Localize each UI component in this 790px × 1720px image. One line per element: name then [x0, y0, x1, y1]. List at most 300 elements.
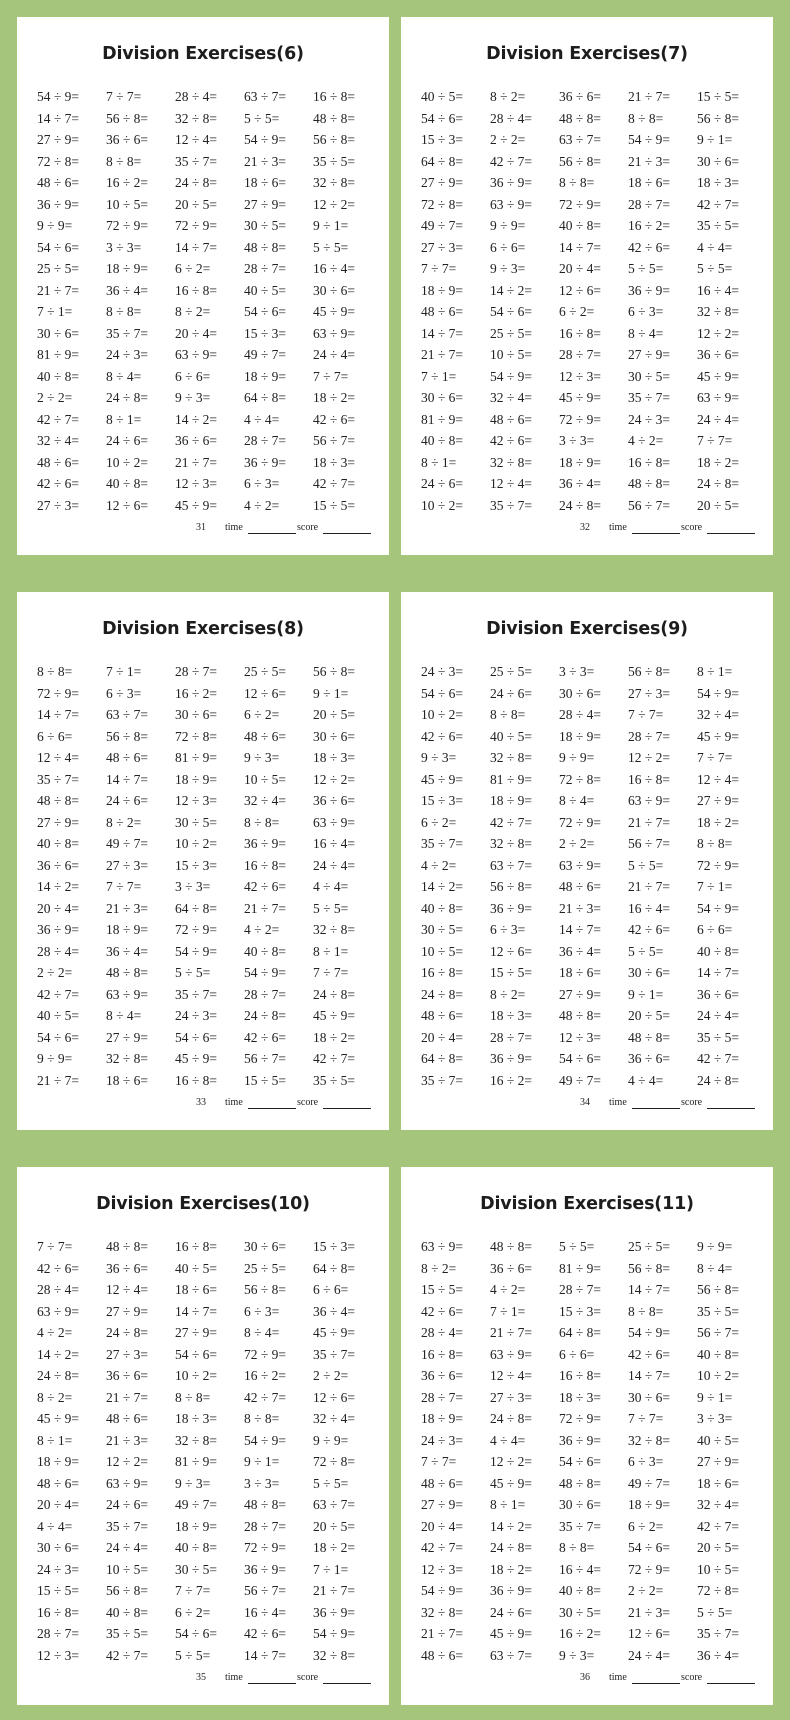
exercise-problem: 18 ÷ 6= [106, 1072, 149, 1088]
exercise-problem: 35 ÷ 7= [421, 836, 464, 851]
exercise-problem: 7 ÷ 7= [421, 1454, 457, 1469]
exercise-problem: 14 ÷ 7= [421, 325, 464, 341]
exercise-problem: 63 ÷ 7= [244, 89, 287, 104]
exercise-problem: 4 ÷ 4= [490, 1432, 526, 1448]
exercise-problem: 40 ÷ 8= [421, 900, 464, 916]
exercise-problem: 36 ÷ 9= [490, 175, 533, 190]
exercise-problem: 8 ÷ 4= [697, 1260, 733, 1276]
exercise-problem: 18 ÷ 3= [313, 750, 356, 765]
exercise-problem: 20 ÷ 4= [175, 325, 218, 341]
exercise-problem: 10 ÷ 5= [244, 771, 287, 787]
exercise-problem: 30 ÷ 6= [37, 325, 80, 341]
exercise-problem: 8 ÷ 8= [37, 664, 73, 679]
exercise-problem: 72 ÷ 9= [244, 1540, 287, 1555]
exercise-problem: 28 ÷ 4= [421, 1325, 464, 1340]
exercise-problem: 32 ÷ 8= [313, 922, 356, 937]
exercise-problem: 54 ÷ 6= [559, 1051, 602, 1066]
exercise-problem: 42 ÷ 6= [244, 1029, 287, 1045]
exercise-problem: 5 ÷ 5= [559, 1239, 595, 1254]
exercise-problem: 54 ÷ 9= [628, 132, 671, 147]
exercise-problem: 54 ÷ 9= [244, 132, 287, 147]
exercise-problem: 21 ÷ 7= [313, 1583, 356, 1598]
exercise-problem: 63 ÷ 9= [37, 1303, 80, 1319]
exercise-problem: 27 ÷ 9= [697, 793, 740, 808]
exercise-problem: 56 ÷ 8= [244, 1282, 287, 1297]
exercise-problem: 8 ÷ 4= [106, 1008, 142, 1023]
exercise-problem: 16 ÷ 8= [313, 89, 356, 104]
exercise-problem: 12 ÷ 3= [559, 1029, 602, 1045]
exercise-problem: 36 ÷ 6= [313, 793, 356, 808]
exercise-problem: 18 ÷ 3= [313, 454, 356, 470]
exercise-problem: 14 ÷ 7= [37, 707, 80, 722]
page-number: 33 [196, 1097, 206, 1108]
exercise-problem: 14 ÷ 2= [37, 879, 80, 894]
exercise-problem: 24 ÷ 6= [421, 476, 464, 491]
exercise-problem: 3 ÷ 3= [697, 1411, 733, 1426]
exercise-problem: 2 ÷ 2= [37, 965, 73, 980]
exercise-problem: 81 ÷ 9= [559, 1260, 602, 1276]
exercise-problem: 36 ÷ 9= [313, 1604, 356, 1620]
exercise-problem: 48 ÷ 6= [421, 1647, 464, 1663]
exercise-problem: 9 ÷ 1= [697, 132, 733, 147]
exercise-problem: 7 ÷ 7= [628, 1411, 664, 1426]
exercise-problem: 42 ÷ 6= [244, 1626, 287, 1641]
exercise-problem: 14 ÷ 2= [37, 1346, 80, 1362]
exercise-problem: 30 ÷ 5= [628, 368, 671, 384]
exercise-problem: 48 ÷ 6= [37, 175, 80, 190]
score-blank[interactable] [323, 1097, 371, 1109]
exercise-problem: 12 ÷ 6= [628, 1626, 671, 1641]
exercise-problem: 81 ÷ 9= [175, 750, 218, 765]
exercise-problem: 18 ÷ 2= [313, 390, 356, 405]
exercise-problem: 48 ÷ 8= [559, 1008, 602, 1023]
exercise-problem: 54 ÷ 6= [421, 685, 464, 701]
exercise-problem: 40 ÷ 5= [421, 89, 464, 104]
exercise-problem: 64 ÷ 8= [421, 153, 464, 169]
exercise-problem: 21 ÷ 7= [106, 1389, 149, 1405]
exercise-problem: 81 ÷ 9= [490, 771, 533, 787]
exercise-problem: 27 ÷ 9= [106, 1303, 149, 1319]
exercise-problem: 42 ÷ 6= [421, 1303, 464, 1319]
exercise-problem: 14 ÷ 2= [421, 879, 464, 894]
exercise-problem: 56 ÷ 7= [313, 433, 356, 448]
exercise-grid [37, 1236, 382, 1666]
exercise-problem: 6 ÷ 2= [559, 304, 595, 319]
exercise-problem: 14 ÷ 7= [559, 239, 602, 255]
exercise-problem: 14 ÷ 7= [628, 1282, 671, 1297]
exercise-problem: 40 ÷ 5= [37, 1008, 80, 1023]
exercise-problem: 56 ÷ 8= [559, 153, 602, 169]
exercise-problem: 18 ÷ 2= [313, 1540, 356, 1555]
exercise-problem: 32 ÷ 8= [313, 175, 356, 190]
exercise-problem: 63 ÷ 7= [490, 857, 533, 873]
exercise-problem: 4 ÷ 4= [697, 239, 733, 255]
exercise-problem: 24 ÷ 8= [697, 476, 740, 491]
exercise-problem: 35 ÷ 7= [175, 986, 218, 1002]
exercise-problem: 8 ÷ 2= [490, 89, 526, 104]
exercise-problem: 18 ÷ 9= [175, 1518, 218, 1534]
exercise-problem: 63 ÷ 7= [559, 132, 602, 147]
exercise-problem: 15 ÷ 3= [559, 1303, 602, 1319]
exercise-problem: 56 ÷ 8= [106, 728, 149, 744]
exercise-problem: 56 ÷ 7= [628, 497, 671, 513]
exercise-problem: 4 ÷ 2= [421, 857, 457, 873]
exercise-problem: 54 ÷ 6= [490, 304, 533, 319]
exercise-problem: 18 ÷ 9= [490, 793, 533, 808]
exercise-problem: 45 ÷ 9= [175, 497, 218, 513]
exercise-problem: 18 ÷ 6= [559, 965, 602, 980]
exercise-problem: 24 ÷ 3= [175, 1008, 218, 1023]
exercise-problem: 16 ÷ 4= [697, 282, 740, 298]
exercise-problem: 4 ÷ 2= [244, 922, 280, 937]
exercise-problem: 36 ÷ 4= [559, 476, 602, 491]
exercise-problem: 30 ÷ 6= [421, 390, 464, 405]
worksheet-page [17, 17, 389, 555]
exercise-problem: 12 ÷ 4= [37, 750, 80, 765]
exercise-problem: 24 ÷ 4= [313, 857, 356, 873]
exercise-problem: 2 ÷ 2= [37, 390, 73, 405]
exercise-problem: 32 ÷ 4= [697, 1497, 740, 1512]
exercise-problem: 6 ÷ 2= [244, 707, 280, 722]
exercise-problem: 6 ÷ 3= [490, 922, 526, 937]
exercise-problem: 12 ÷ 2= [697, 325, 740, 341]
exercise-problem: 28 ÷ 4= [37, 943, 80, 959]
exercise-problem: 5 ÷ 5= [628, 857, 664, 873]
page-number: 34 [580, 1097, 590, 1108]
time-blank[interactable] [248, 522, 296, 534]
exercise-problem: 8 ÷ 8= [628, 1303, 664, 1319]
exercise-problem: 15 ÷ 5= [421, 1282, 464, 1297]
exercise-problem: 21 ÷ 7= [628, 89, 671, 104]
exercise-problem: 14 ÷ 2= [490, 282, 533, 298]
exercise-problem: 28 ÷ 4= [37, 1282, 80, 1297]
exercise-problem: 63 ÷ 9= [490, 1346, 533, 1362]
exercise-problem: 35 ÷ 5= [106, 1626, 149, 1641]
exercise-problem: 36 ÷ 9= [37, 922, 80, 937]
exercise-problem: 36 ÷ 6= [175, 433, 218, 448]
exercise-problem: 72 ÷ 8= [559, 771, 602, 787]
exercise-problem: 36 ÷ 4= [559, 943, 602, 959]
exercise-problem: 72 ÷ 9= [559, 411, 602, 427]
exercise-problem: 9 ÷ 3= [490, 261, 526, 276]
exercise-problem: 54 ÷ 6= [175, 1626, 218, 1641]
exercise-problem: 24 ÷ 8= [313, 986, 356, 1002]
exercise-problem: 28 ÷ 7= [244, 1518, 287, 1534]
exercise-problem: 30 ÷ 5= [559, 1604, 602, 1620]
exercise-problem: 8 ÷ 2= [421, 1260, 457, 1276]
exercise-problem: 48 ÷ 6= [244, 728, 287, 744]
exercise-problem: 10 ÷ 5= [106, 1561, 149, 1577]
exercise-problem: 42 ÷ 6= [37, 1260, 80, 1276]
exercise-problem: 54 ÷ 9= [490, 368, 533, 384]
exercise-problem: 20 ÷ 4= [421, 1029, 464, 1045]
exercise-problem: 36 ÷ 9= [37, 196, 80, 212]
exercise-problem: 9 ÷ 9= [697, 1239, 733, 1254]
exercise-problem: 9 ÷ 3= [175, 1475, 211, 1491]
exercise-problem: 45 ÷ 9= [490, 1626, 533, 1641]
exercise-problem: 24 ÷ 6= [490, 685, 533, 701]
exercise-problem: 8 ÷ 2= [37, 1389, 73, 1405]
exercise-problem: 12 ÷ 6= [313, 1389, 356, 1405]
exercise-problem: 56 ÷ 8= [313, 132, 356, 147]
exercise-problem: 54 ÷ 6= [421, 110, 464, 126]
exercise-problem: 18 ÷ 9= [37, 1454, 80, 1469]
exercise-problem: 72 ÷ 8= [313, 1454, 356, 1469]
exercise-problem: 16 ÷ 8= [421, 965, 464, 980]
exercise-problem: 28 ÷ 7= [37, 1626, 80, 1641]
exercise-problem: 8 ÷ 1= [697, 664, 733, 679]
exercise-problem: 42 ÷ 7= [244, 1389, 287, 1405]
exercise-problem: 27 ÷ 3= [490, 1389, 533, 1405]
exercise-problem: 16 ÷ 8= [559, 325, 602, 341]
exercise-problem: 27 ÷ 3= [106, 1346, 149, 1362]
exercise-problem: 24 ÷ 8= [244, 1008, 287, 1023]
exercise-problem: 16 ÷ 8= [175, 1072, 218, 1088]
exercise-problem: 6 ÷ 2= [175, 1604, 211, 1620]
exercise-problem: 35 ÷ 5= [697, 1303, 740, 1319]
exercise-problem: 54 ÷ 9= [244, 1432, 287, 1448]
exercise-problem: 48 ÷ 8= [559, 1475, 602, 1491]
exercise-problem: 9 ÷ 1= [313, 685, 349, 701]
exercise-problem: 28 ÷ 4= [490, 110, 533, 126]
exercise-problem: 49 ÷ 7= [559, 1072, 602, 1088]
exercise-problem: 9 ÷ 1= [313, 218, 349, 233]
exercise-problem: 24 ÷ 8= [697, 1072, 740, 1088]
score-blank[interactable] [707, 1672, 755, 1684]
exercise-problem: 5 ÷ 5= [697, 1604, 733, 1620]
exercise-problem: 9 ÷ 9= [313, 1432, 349, 1448]
exercise-problem: 9 ÷ 9= [37, 1051, 73, 1066]
exercise-problem: 72 ÷ 9= [244, 1346, 287, 1362]
exercise-problem: 40 ÷ 8= [559, 1583, 602, 1598]
exercise-problem: 28 ÷ 7= [559, 1282, 602, 1297]
exercise-problem: 12 ÷ 4= [175, 132, 218, 147]
exercise-problem: 15 ÷ 5= [244, 1072, 287, 1088]
worksheet-page [17, 592, 389, 1130]
exercise-problem: 10 ÷ 5= [106, 196, 149, 212]
score-blank[interactable] [323, 522, 371, 534]
exercise-problem: 35 ÷ 5= [697, 218, 740, 233]
exercise-problem: 40 ÷ 5= [175, 1260, 218, 1276]
exercise-problem: 6 ÷ 3= [628, 1454, 664, 1469]
exercise-problem: 10 ÷ 2= [421, 707, 464, 722]
exercise-problem: 72 ÷ 9= [106, 218, 149, 233]
exercise-problem: 48 ÷ 8= [106, 965, 149, 980]
exercise-problem: 20 ÷ 4= [37, 900, 80, 916]
exercise-problem: 42 ÷ 6= [490, 433, 533, 448]
exercise-problem: 18 ÷ 2= [313, 1029, 356, 1045]
page-title: Division Exercises(6) [102, 44, 304, 64]
exercise-problem: 36 ÷ 6= [697, 347, 740, 362]
exercise-problem: 30 ÷ 6= [559, 685, 602, 701]
score-blank[interactable] [707, 1097, 755, 1109]
exercise-problem: 32 ÷ 4= [697, 707, 740, 722]
exercise-problem: 12 ÷ 3= [175, 476, 218, 491]
exercise-problem: 54 ÷ 9= [697, 685, 740, 701]
exercise-problem: 12 ÷ 2= [313, 196, 356, 212]
exercise-problem: 12 ÷ 3= [559, 368, 602, 384]
exercise-problem: 12 ÷ 6= [244, 685, 287, 701]
exercise-problem: 10 ÷ 2= [175, 836, 218, 851]
worksheet-page [401, 1167, 773, 1705]
time-blank[interactable] [632, 1672, 680, 1684]
exercise-problem: 21 ÷ 7= [628, 879, 671, 894]
time-blank[interactable] [248, 1672, 296, 1684]
score-label: score [681, 522, 703, 533]
exercise-problem: 54 ÷ 6= [628, 1540, 671, 1555]
exercise-problem: 4 ÷ 4= [244, 411, 280, 427]
score-blank[interactable] [707, 522, 755, 534]
exercise-problem: 30 ÷ 5= [421, 922, 464, 937]
time-blank[interactable] [248, 1097, 296, 1109]
exercise-problem: 40 ÷ 8= [697, 943, 740, 959]
exercise-problem: 8 ÷ 4= [244, 1325, 280, 1340]
exercise-grid [421, 1236, 766, 1666]
exercise-problem: 48 ÷ 6= [106, 750, 149, 765]
exercise-problem: 2 ÷ 2= [490, 132, 526, 147]
exercise-problem: 42 ÷ 7= [697, 1518, 740, 1534]
exercise-problem: 48 ÷ 6= [421, 1475, 464, 1491]
exercise-problem: 45 ÷ 9= [559, 390, 602, 405]
exercise-problem: 72 ÷ 9= [559, 1411, 602, 1426]
exercise-problem: 8 ÷ 8= [697, 836, 733, 851]
worksheet-page [401, 592, 773, 1130]
exercise-problem: 48 ÷ 8= [628, 476, 671, 491]
exercise-problem: 12 ÷ 6= [490, 943, 533, 959]
exercise-problem: 32 ÷ 8= [697, 304, 740, 319]
exercise-problem: 16 ÷ 8= [421, 1346, 464, 1362]
exercise-problem: 14 ÷ 2= [175, 411, 218, 427]
exercise-problem: 7 ÷ 1= [421, 368, 457, 384]
exercise-problem: 20 ÷ 5= [175, 196, 218, 212]
exercise-problem: 72 ÷ 9= [175, 922, 218, 937]
exercise-problem: 56 ÷ 8= [628, 1260, 671, 1276]
exercise-problem: 10 ÷ 5= [490, 347, 533, 362]
exercise-problem: 15 ÷ 5= [490, 965, 533, 980]
exercise-problem: 9 ÷ 9= [490, 218, 526, 233]
exercise-problem: 72 ÷ 9= [37, 685, 80, 701]
exercise-problem: 14 ÷ 7= [244, 1647, 287, 1663]
exercise-problem: 24 ÷ 3= [106, 347, 149, 362]
exercise-problem: 20 ÷ 4= [37, 1497, 80, 1512]
exercise-problem: 14 ÷ 7= [175, 1303, 218, 1319]
exercise-problem: 20 ÷ 5= [313, 707, 356, 722]
exercise-problem: 24 ÷ 8= [175, 175, 218, 190]
exercise-problem: 18 ÷ 6= [175, 1282, 218, 1297]
exercise-problem: 24 ÷ 3= [37, 1561, 80, 1577]
exercise-problem: 56 ÷ 8= [313, 664, 356, 679]
time-blank[interactable] [632, 1097, 680, 1109]
exercise-problem: 45 ÷ 9= [313, 304, 356, 319]
exercise-problem: 8 ÷ 8= [175, 1389, 211, 1405]
exercise-problem: 49 ÷ 7= [175, 1497, 218, 1512]
exercise-problem: 8 ÷ 4= [628, 325, 664, 341]
exercise-problem: 42 ÷ 6= [628, 239, 671, 255]
exercise-problem: 35 ÷ 7= [421, 1072, 464, 1088]
exercise-problem: 35 ÷ 5= [313, 153, 356, 169]
exercise-problem: 40 ÷ 8= [697, 1346, 740, 1362]
exercise-problem: 42 ÷ 6= [628, 1346, 671, 1362]
exercise-problem: 42 ÷ 7= [313, 476, 356, 491]
exercise-problem: 48 ÷ 6= [559, 879, 602, 894]
exercise-problem: 24 ÷ 4= [106, 1540, 149, 1555]
exercise-problem: 35 ÷ 5= [313, 1072, 356, 1088]
exercise-problem: 12 ÷ 4= [106, 1282, 149, 1297]
exercise-problem: 7 ÷ 7= [313, 368, 349, 384]
score-blank[interactable] [323, 1672, 371, 1684]
exercise-problem: 18 ÷ 3= [559, 1389, 602, 1405]
exercise-problem: 2 ÷ 2= [313, 1368, 349, 1383]
exercise-problem: 28 ÷ 7= [559, 347, 602, 362]
exercise-problem: 28 ÷ 7= [490, 1029, 533, 1045]
exercise-problem: 45 ÷ 9= [697, 368, 740, 384]
exercise-problem: 4 ÷ 2= [37, 1325, 73, 1340]
exercise-problem: 32 ÷ 8= [490, 836, 533, 851]
exercise-problem: 7 ÷ 7= [628, 707, 664, 722]
exercise-problem: 15 ÷ 5= [697, 89, 740, 104]
exercise-problem: 12 ÷ 3= [175, 793, 218, 808]
exercise-problem: 6 ÷ 6= [37, 728, 73, 744]
exercise-problem: 16 ÷ 4= [313, 836, 356, 851]
exercise-problem: 3 ÷ 3= [175, 879, 211, 894]
page-title: Division Exercises(11) [480, 1194, 694, 1214]
exercise-problem: 36 ÷ 9= [559, 1432, 602, 1448]
time-blank[interactable] [632, 522, 680, 534]
exercise-problem: 5 ÷ 5= [244, 110, 280, 126]
exercise-problem: 45 ÷ 9= [490, 1475, 533, 1491]
exercise-problem: 27 ÷ 9= [244, 196, 287, 212]
exercise-problem: 5 ÷ 5= [313, 239, 349, 255]
exercise-problem: 42 ÷ 7= [697, 196, 740, 212]
exercise-problem: 12 ÷ 4= [490, 476, 533, 491]
exercise-problem: 12 ÷ 2= [490, 1454, 533, 1469]
exercise-problem: 7 ÷ 7= [37, 1239, 73, 1254]
exercise-problem: 27 ÷ 3= [628, 685, 671, 701]
exercise-problem: 8 ÷ 8= [628, 110, 664, 126]
exercise-problem: 64 ÷ 8= [175, 900, 218, 916]
exercise-problem: 32 ÷ 8= [313, 1647, 356, 1663]
exercise-problem: 42 ÷ 7= [37, 986, 80, 1002]
exercise-problem: 28 ÷ 7= [244, 986, 287, 1002]
exercise-problem: 72 ÷ 9= [697, 857, 740, 873]
exercise-problem: 20 ÷ 5= [697, 497, 740, 513]
exercise-problem: 14 ÷ 7= [175, 239, 218, 255]
exercise-problem: 18 ÷ 9= [421, 1411, 464, 1426]
exercise-problem: 14 ÷ 7= [697, 965, 740, 980]
exercise-problem: 72 ÷ 9= [628, 1561, 671, 1577]
exercise-problem: 48 ÷ 6= [37, 454, 80, 470]
exercise-problem: 16 ÷ 2= [175, 685, 218, 701]
exercise-problem: 42 ÷ 6= [313, 411, 356, 427]
exercise-problem: 8 ÷ 8= [244, 814, 280, 830]
exercise-problem: 24 ÷ 6= [106, 433, 149, 448]
exercise-problem: 27 ÷ 9= [37, 132, 80, 147]
exercise-problem: 36 ÷ 9= [244, 1561, 287, 1577]
exercise-problem: 54 ÷ 9= [628, 1325, 671, 1340]
exercise-problem: 6 ÷ 6= [313, 1282, 349, 1297]
exercise-problem: 63 ÷ 9= [421, 1239, 464, 1254]
exercise-problem: 54 ÷ 6= [559, 1454, 602, 1469]
exercise-problem: 45 ÷ 9= [313, 1008, 356, 1023]
exercise-problem: 18 ÷ 9= [106, 922, 149, 937]
exercise-problem: 5 ÷ 5= [628, 943, 664, 959]
exercise-problem: 27 ÷ 3= [421, 239, 464, 255]
exercise-problem: 40 ÷ 5= [244, 282, 287, 298]
exercise-problem: 21 ÷ 3= [244, 153, 287, 169]
exercise-problem: 16 ÷ 4= [244, 1604, 287, 1620]
exercise-problem: 24 ÷ 3= [421, 664, 464, 679]
exercise-problem: 48 ÷ 6= [421, 1008, 464, 1023]
